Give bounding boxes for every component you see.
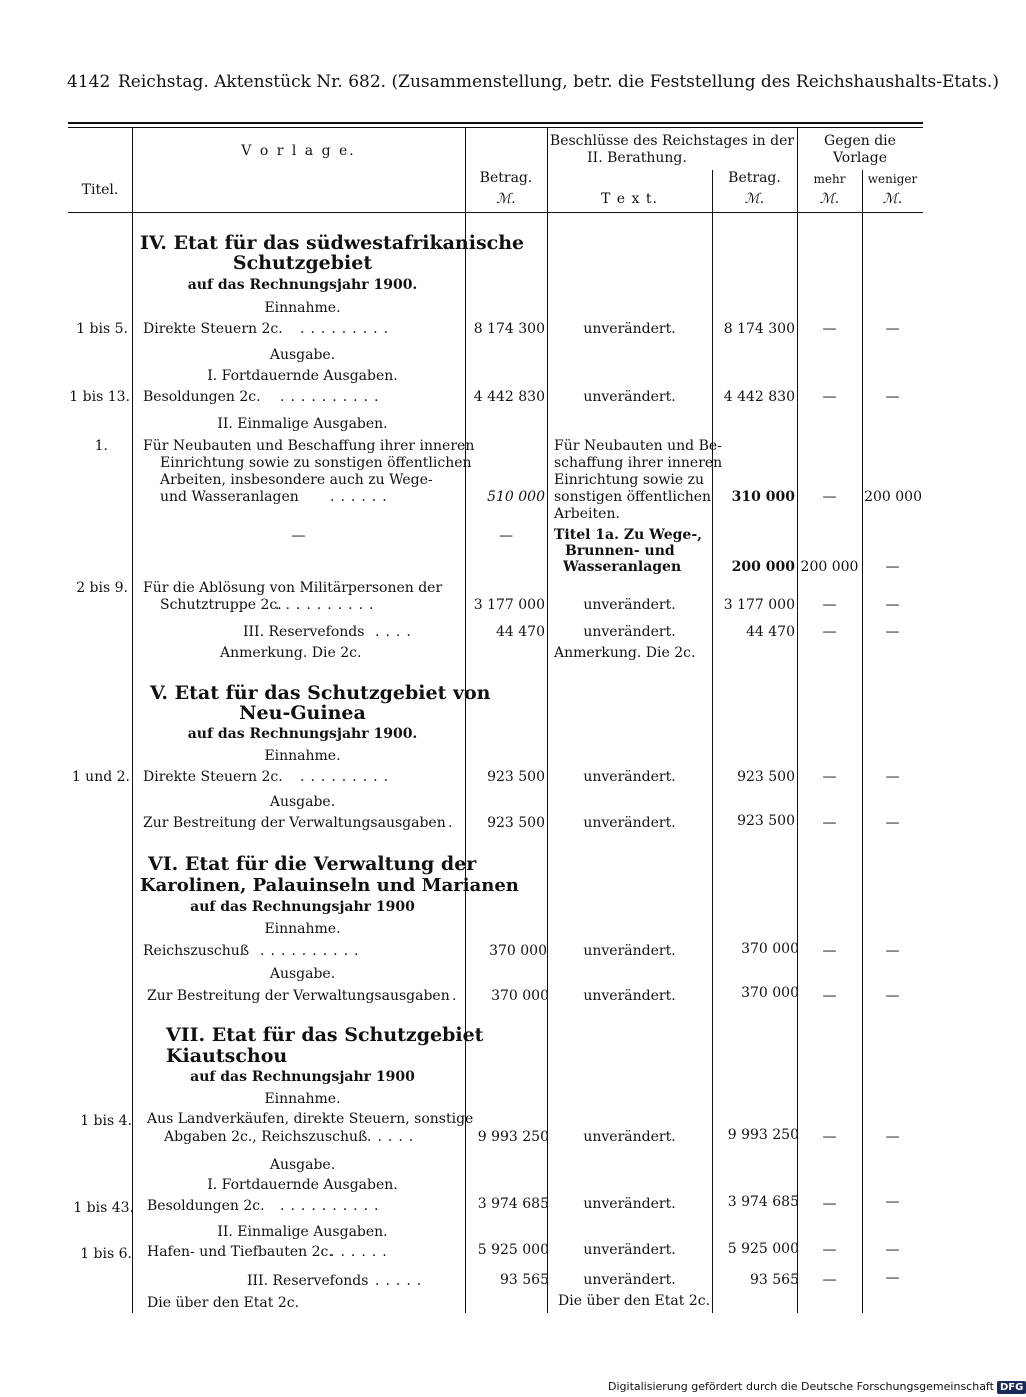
col-header-betrag: Betrag.: [479, 170, 533, 186]
s5-r2-label: Zur Bestreitung der Verwaltungsausgaben: [143, 815, 446, 831]
page-number: 4142: [67, 72, 111, 92]
s4-r5-text: unverändert.: [583, 597, 676, 613]
s7-r2-label: Besoldungen 2c.: [147, 1198, 265, 1214]
s5-r2-weniger: —: [885, 815, 900, 831]
s4-r2-mehr: —: [822, 389, 837, 405]
s6-r1-weniger: —: [885, 943, 900, 959]
s7-r4-leader: .....: [375, 1273, 428, 1289]
col-header-titel: Titel.: [81, 182, 119, 198]
s4-r3-text-1: Für Neubauten und Be-: [554, 438, 722, 454]
s4-r4-text-2: Brunnen- und: [565, 543, 675, 559]
s4-r4-mehr: 200 000: [800, 559, 859, 575]
section-vii-einnahme: Einnahme.: [264, 1091, 341, 1107]
s4-r5-label-2: Schutztruppe 2c.: [160, 597, 282, 613]
s4-r3-betrag2: 310 000: [731, 489, 795, 505]
col-divider-titel: [132, 128, 133, 1313]
s4-r1-titel: 1 bis 5.: [76, 321, 128, 337]
s4-r2-weniger: —: [885, 389, 900, 405]
col-header-mehr: mehr: [813, 172, 846, 186]
footer-credit: [608, 1380, 1026, 1394]
section-v-ausgabe: Ausgabe.: [269, 794, 336, 810]
s7-r1-titel: 1 bis 4.: [80, 1113, 132, 1129]
section-v-heading-2: Neu-Guinea: [239, 702, 366, 724]
header-bottom-rule: [68, 212, 923, 213]
s4-r5-betrag: 3 177 000: [473, 597, 545, 613]
s4-r6-leader: ....: [375, 624, 417, 640]
section-vi-einnahme: Einnahme.: [264, 921, 341, 937]
s4-r6-weniger: —: [885, 624, 900, 640]
s4-r1-text: unverändert.: [583, 321, 676, 337]
section-vii-year: auf das Rechnungsjahr 1900: [190, 1069, 415, 1085]
s7-r3-label: Hafen- und Tiefbauten 2c.: [147, 1244, 333, 1260]
s4-r3-weniger: 200 000: [864, 489, 922, 505]
s7-r3-titel: 1 bis 6.: [80, 1246, 132, 1262]
s6-r2-betrag: 370 000: [491, 988, 549, 1004]
s4-r6-mehr: —: [822, 624, 837, 640]
s6-r2-label: Zur Bestreitung der Verwaltungsausgaben: [147, 988, 450, 1004]
s7-r2-titel: 1 bis 43.: [73, 1200, 134, 1216]
s5-r1-text: unverändert.: [583, 769, 676, 785]
col-header-vorlage: V o r l a g e.: [241, 143, 356, 159]
s7-r4-weniger: —: [885, 1270, 900, 1286]
section-vii-fortdauernd: I. Fortdauernde Ausgaben.: [207, 1177, 398, 1193]
s7-r4-betrag2: 93 565: [750, 1272, 799, 1288]
s4-r1-label: Direkte Steuern 2c.: [143, 321, 283, 337]
col-header-betrag2-unit: ℳ.: [744, 191, 765, 207]
s4-r3-label-2: Einrichtung sowie zu sonstigen öffentlichen: [160, 455, 472, 471]
s4-r4-text-3: Wasseranlagen: [563, 559, 682, 575]
s7-r3-leader: ......: [330, 1244, 393, 1260]
s7-r3-betrag2: 5 925 000: [727, 1241, 799, 1257]
section-iv-heading: IV. Etat für das südwestafrikanische: [140, 232, 525, 254]
s4-r3-label-1: Für Neubauten und Beschaffung ihrer inneren: [143, 438, 475, 454]
col-header-gegen-vorlage: Vorlage: [832, 150, 888, 166]
s7-r4-betrag: 93 565: [500, 1272, 549, 1288]
s5-r1-leader: .........: [300, 769, 395, 785]
s7-last: Die über den Etat 2c.: [147, 1295, 300, 1311]
s7-r1-label-2: Abgaben 2c., Reichszuschuß: [164, 1129, 368, 1145]
s4-r2-betrag2: 4 442 830: [723, 389, 795, 405]
s5-r2-betrag2: 923 500: [737, 813, 795, 829]
s4-r2-leader: ..........: [280, 389, 385, 405]
s7-r1-weniger: —: [885, 1129, 900, 1145]
s7-r1-text: unverändert.: [583, 1129, 676, 1145]
section-vi-ausgabe: Ausgabe.: [269, 966, 336, 982]
s6-r2-betrag2: 370 000: [741, 985, 799, 1001]
s4-r1-weniger: —: [885, 321, 900, 337]
s4-r3-titel: 1.: [94, 438, 108, 454]
s6-r2-text: unverändert.: [583, 988, 676, 1004]
running-title: Reichstag. Aktenstück Nr. 682. (Zusammenstellung, betr. die Feststellung des Reichshaushalts-Etats.): [118, 72, 999, 92]
s4-r3-mehr: —: [822, 489, 837, 505]
s4-r2-text: unverändert.: [583, 389, 676, 405]
section-iv-year: auf das Rechnungsjahr 1900.: [187, 277, 418, 293]
s6-r2-leader: .: [452, 988, 457, 1004]
s4-r5-leader: ..........: [275, 597, 380, 613]
s4-anmerkung-2: Anmerkung. Die 2c.: [554, 645, 696, 661]
section-vi-year: auf das Rechnungsjahr 1900: [190, 899, 415, 915]
s4-r6-text: unverändert.: [583, 624, 676, 640]
s4-r6-label: III. Reservefonds: [243, 624, 365, 640]
s5-r2-text: unverändert.: [583, 815, 676, 831]
s6-r2-weniger: —: [885, 988, 900, 1004]
s4-r2-betrag: 4 442 830: [473, 389, 545, 405]
s4-r3-label-3: Arbeiten, insbesondere auch zu Wege-: [160, 472, 433, 488]
s7-r1-betrag2: 9 993 250: [727, 1127, 799, 1143]
section-v-year: auf das Rechnungsjahr 1900.: [187, 726, 418, 742]
s7-r4-mehr: —: [822, 1272, 837, 1288]
s4-r4-text-1: Titel 1a. Zu Wege-,: [554, 527, 703, 543]
section-v-einnahme: Einnahme.: [264, 748, 341, 764]
section-iv-einnahme: Einnahme.: [264, 300, 341, 316]
s7-r2-betrag2: 3 974 685: [727, 1194, 799, 1210]
s7-r2-betrag: 3 974 685: [477, 1196, 549, 1212]
s4-r1-betrag2: 8 174 300: [723, 321, 795, 337]
s4-r3-text-4: sonstigen öffentlichen: [554, 489, 712, 505]
col-header-beschluesse-2: II. Berathung.: [587, 150, 687, 166]
s4-r1-betrag: 8 174 300: [473, 321, 545, 337]
section-iv-ausgabe: Ausgabe.: [269, 347, 336, 363]
section-vi-heading-2: Karolinen, Palauinseln und Marianen: [140, 875, 519, 896]
s7-r2-text: unverändert.: [583, 1196, 676, 1212]
s4-r3-text-5: Arbeiten.: [554, 506, 620, 522]
s6-r2-mehr: —: [822, 988, 837, 1004]
s4-r4-betrag2: 200 000: [731, 559, 795, 575]
s5-r1-label: Direkte Steuern 2c.: [143, 769, 283, 785]
s7-r1-label-1: Aus Landverkäufen, direkte Steuern, sonstige: [147, 1111, 474, 1127]
col-header-betrag2: Betrag.: [728, 170, 781, 186]
section-v-heading: V. Etat für das Schutzgebiet von: [150, 682, 491, 704]
s7-r2-leader: ..........: [280, 1198, 385, 1214]
section-vii-heading: VII. Etat für das Schutzgebiet: [166, 1024, 484, 1046]
section-iv-einmalig: II. Einmalige Ausgaben.: [217, 416, 388, 432]
s7-r3-text: unverändert.: [583, 1242, 676, 1258]
s4-r4-weniger: —: [885, 559, 900, 575]
col-header-weniger-unit: ℳ.: [882, 191, 903, 207]
s4-r1-leader: .........: [300, 321, 395, 337]
s4-r5-label-1: Für die Ablösung von Militärpersonen der: [143, 580, 443, 596]
s7-r3-weniger: —: [885, 1242, 900, 1258]
s4-r4-titel: —: [291, 528, 306, 544]
s4-r5-betrag2: 3 177 000: [723, 597, 795, 613]
s5-r2-betrag: 923 500: [487, 815, 545, 831]
s6-r1-betrag: 370 000: [489, 943, 547, 959]
s4-r2-label: Besoldungen 2c.: [143, 389, 261, 405]
s4-r3-text-3: Einrichtung sowie zu: [554, 472, 705, 488]
s6-r1-mehr: —: [822, 943, 837, 959]
s7-last-2: Die über den Etat 2c.: [558, 1293, 711, 1309]
s4-r3-label-4: und Wasseranlagen: [160, 489, 299, 505]
col-header-betrag-unit: ℳ.: [496, 191, 516, 207]
s4-r5-weniger: —: [885, 597, 900, 613]
s7-r1-betrag: 9 993 250: [477, 1129, 549, 1145]
s4-r5-mehr: —: [822, 597, 837, 613]
s5-r1-betrag: 923 500: [487, 769, 545, 785]
section-vii-einmalig: II. Einmalige Ausgaben.: [217, 1224, 388, 1240]
s5-r1-weniger: —: [885, 769, 900, 785]
s7-r1-leader: .....: [367, 1129, 420, 1145]
s4-r3-betrag: 510 000: [487, 489, 545, 505]
s4-r3-text-2: schaffung ihrer inneren: [554, 455, 723, 471]
dfg-logo: DFG: [997, 1381, 1026, 1394]
section-vi-heading: VI. Etat für die Verwaltung der: [148, 853, 477, 875]
s6-r1-leader: ..........: [260, 943, 365, 959]
s4-r1-mehr: —: [822, 321, 837, 337]
table-top-rule-2: [68, 127, 923, 128]
section-vii-heading-2: Kiautschou: [166, 1045, 288, 1067]
s4-r5-titel: 2 bis 9.: [76, 580, 128, 596]
col-header-beschluesse: Beschlüsse des Reichstages in der: [549, 133, 795, 149]
s4-r6-betrag2: 44 470: [746, 624, 795, 640]
s5-r1-titel: 1 und 2.: [71, 769, 130, 785]
s4-r4-betrag: —: [499, 528, 513, 544]
s5-r1-betrag2: 923 500: [737, 769, 795, 785]
s4-r2-titel: 1 bis 13.: [69, 389, 130, 405]
s4-r3-leader: ......: [330, 489, 393, 505]
s5-r1-mehr: —: [822, 769, 837, 785]
s5-r2-leader: .: [448, 815, 453, 831]
s7-r2-weniger: —: [885, 1194, 900, 1210]
s5-r2-mehr: —: [822, 815, 837, 831]
footer-text: Digitalisierung gefördert durch die Deutsche Forschungsgemeinschaft: [608, 1380, 994, 1393]
col-header-text: T e x t.: [601, 191, 658, 207]
s7-r4-label: III. Reservefonds: [247, 1273, 369, 1289]
s7-r2-mehr: —: [822, 1196, 837, 1212]
s6-r1-betrag2: 370 000: [741, 941, 799, 957]
s4-anmerkung: Anmerkung. Die 2c.: [220, 645, 362, 661]
col-header-weniger: weniger: [867, 172, 918, 186]
s7-r3-mehr: —: [822, 1242, 837, 1258]
col-header-mehr-unit: ℳ.: [819, 191, 840, 207]
s7-r3-betrag: 5 925 000: [477, 1242, 549, 1258]
col-header-gegen: Gegen die: [824, 133, 896, 149]
section-iv-heading-2: Schutzgebiet: [232, 252, 373, 274]
section-vii-ausgabe: Ausgabe.: [269, 1157, 336, 1173]
s6-r1-text: unverändert.: [583, 943, 676, 959]
s4-r6-betrag: 44 470: [496, 624, 545, 640]
s7-r1-mehr: —: [822, 1129, 837, 1145]
s6-r1-label: Reichszuschuß: [143, 943, 250, 959]
s7-r4-text: unverändert.: [583, 1272, 676, 1288]
table-top-rule: [68, 122, 923, 124]
section-iv-fortdauernd: I. Fortdauernde Ausgaben.: [207, 368, 398, 384]
